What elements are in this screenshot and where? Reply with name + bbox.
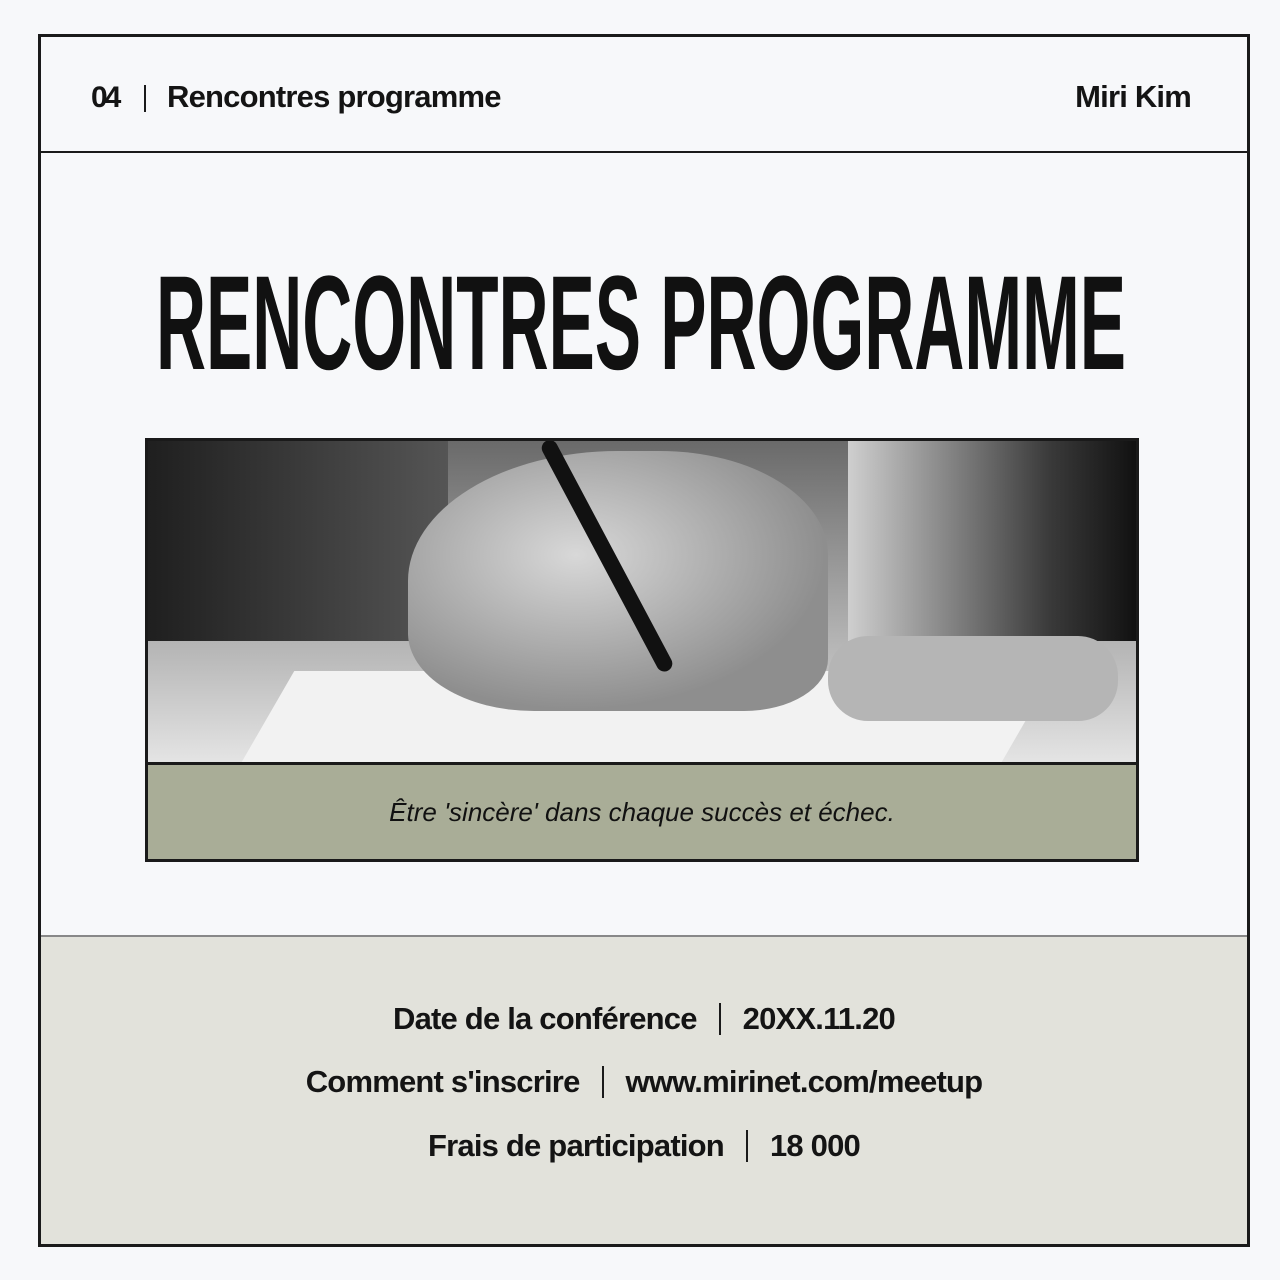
writing-hand-photo-icon: [148, 441, 1136, 765]
info-section: [41, 935, 1247, 1244]
main-title: RENCONTRES PROGRAMME: [156, 249, 1126, 377]
info-value: 20XX.11.20: [742, 1001, 895, 1036]
main-title-svg: [156, 247, 1128, 377]
poster-frame: [38, 34, 1250, 1247]
info-value: 18 000: [769, 1128, 860, 1163]
info-label: Comment s'inscrire: [305, 1064, 580, 1099]
divider: [746, 1130, 748, 1162]
info-label: Frais de participation: [428, 1128, 724, 1163]
page-number: 04: [91, 81, 119, 114]
header: [41, 37, 1247, 153]
info-value[interactable]: www.mirinet.com/meetup: [625, 1064, 983, 1099]
header-divider: [144, 85, 146, 112]
divider: [602, 1066, 604, 1098]
photo-caption: Être 'sincère' dans chaque succès et échec.: [389, 796, 895, 827]
info-row: [41, 1064, 1247, 1100]
author-name: Miri Kim: [1075, 79, 1191, 114]
divider: [719, 1003, 721, 1035]
photo-card: [145, 438, 1139, 862]
header-title: Rencontres programme: [167, 79, 501, 114]
info-row: [41, 1001, 1247, 1037]
main-title-wrap: [156, 247, 1128, 377]
info-label: Date de la conférence: [393, 1001, 697, 1036]
info-row: [41, 1128, 1247, 1164]
